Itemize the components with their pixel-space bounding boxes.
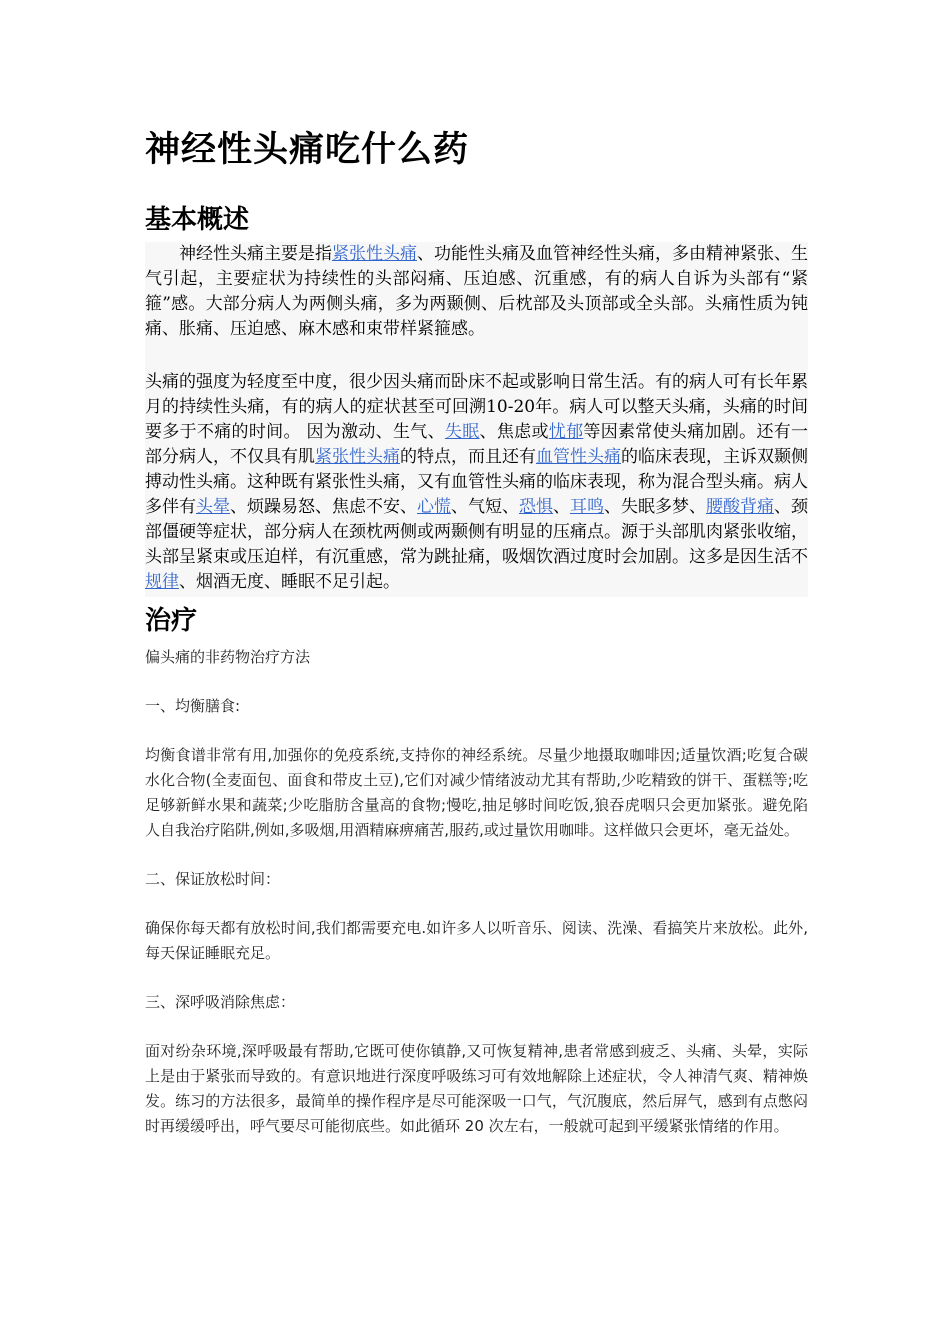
item1-title: 一、均衡膳食: (145, 697, 241, 715)
overview-paragraph-2 (145, 356, 808, 597)
overview-block (145, 242, 808, 597)
inline-link[interactable]: 失眠 (444, 422, 480, 442)
inline-link[interactable]: 心慌 (417, 497, 451, 517)
item3-title: 三、深呼吸消除焦虑： (145, 993, 296, 1011)
text-run: 、颈部僵硬等症状，部分病人在颈枕两侧或两颞侧有明显的压痛点。源于头部肌肉紧张收缩，头部呈紧束或压迫样，有沉重感，常为跳扯痛，吸烟饮酒过度时会加剧。这多是因生活不 (145, 497, 808, 567)
inline-link[interactable]: 耳鸣 (570, 497, 604, 517)
item3-body: 面对纷杂环境,深呼吸最有帮助,它既可使你镇静,又可恢复精神,患者常感到疲乏、头痛、头晕，实际上是由于紧张而导致的。有意识地进行深度呼吸练习可有效地解除上述症状，令人神清气爽、精神焕发。练习的方法很多，最简单的操作程序是尽可能深吸一口气，气沉腹底，然后屏气，感到有点憋闷时再缓缓呼出，呼气要尽可能彻底些。如此循环 20 次左右，一般就可起到平缓紧张情绪的作用。 (145, 1042, 808, 1135)
page-title: 神经性头痛吃什么药 (145, 129, 470, 170)
text-run: 头痛的强度为轻度至中度，很少因头痛而卧床不起或影响日常生活。有的病人可有长年累月的持续性头痛，有的病人的症状甚至可回溯10-20年。病人可以整天头痛，头痛的时间要多于不痛的时间。 因为激动、生气、 (145, 372, 808, 442)
text-run: 、失眠多梦、 (604, 497, 706, 517)
text-run: 、焦虑或 (479, 422, 549, 442)
item2-body: 确保你每天都有放松时间,我们都需要充电.如许多人以听音乐、阅读、洗澡、看搞笑片来放松。此外,每天保证睡眠充足。 (145, 919, 808, 962)
treatment-intro: 偏头痛的非药物治疗方法 (145, 648, 311, 666)
overview-heading: 基本概述 (145, 205, 250, 235)
inline-link[interactable]: 恐惧 (519, 497, 553, 517)
text-run: 神经性头痛主要是指 (179, 244, 332, 264)
text-run: 等因素常使头痛加剧。还有一部分病人，不仅具有肌 (145, 422, 809, 467)
inline-link[interactable]: 腰酸背痛 (706, 497, 774, 517)
inline-link[interactable]: 紧张性头痛 (332, 244, 417, 264)
item1-body: 均衡食谱非常有用,加强你的免疫系统,支持你的神经系统。尽量少地摄取咖啡因;适量饮酒;吃复合碳水化合物(全麦面包、面食和带皮土豆),它们对减少情绪波动尤其有帮助,少吃精致的饼干、蛋糕等;吃足够新鲜水果和蔬菜;少吃脂肪含量高的食物;慢吃,抽足够时间吃饭,狼吞虎咽只会更加紧张。避免陷人自我治疗陷阱,例如,多吸烟,用酒精麻痹痛苦,服药,或过量饮用咖啡。这样做只会更坏，毫无益处。 (145, 746, 808, 839)
text-run: 、气短、 (451, 497, 519, 517)
overview-paragraph-1 (145, 242, 808, 356)
text-run: 、烦躁易怒、焦虑不安、 (230, 497, 417, 517)
treatment-heading: 治疗 (145, 606, 198, 636)
text-run: 的特点，而且还有 (400, 447, 536, 467)
inline-link[interactable]: 头晕 (196, 497, 230, 517)
text-run: 、 (553, 497, 570, 517)
inline-link[interactable]: 规律 (145, 572, 179, 592)
text-run: 、功能性头痛及血管神经性头痛，多由精神紧张、生气引起，主要症状为持续性的头部闷痛、压迫感、沉重感，有的病人自诉为头部有“紧箍”感。大部分病人为两侧头痛，多为两颞侧、后枕部及头顶部或全头部。头痛性质为钝痛、胀痛、压迫感、麻木感和束带样紧箍感。 (145, 244, 808, 339)
item2-title: 二、保证放松时间： (145, 870, 281, 888)
inline-link[interactable]: 紧张性头痛 (315, 447, 400, 467)
text-run: 、烟酒无度、睡眠不足引起。 (179, 572, 400, 592)
document-content (145, 126, 808, 1139)
inline-link[interactable]: 忧郁 (548, 422, 584, 442)
inline-link[interactable]: 血管性头痛 (536, 447, 621, 467)
text-run: 的临床表现，主诉双颞侧搏动性头痛。这种既有紧张性头痛，又有血管性头痛的临床表现，称为混合型头痛。病人多伴有 (145, 447, 808, 517)
